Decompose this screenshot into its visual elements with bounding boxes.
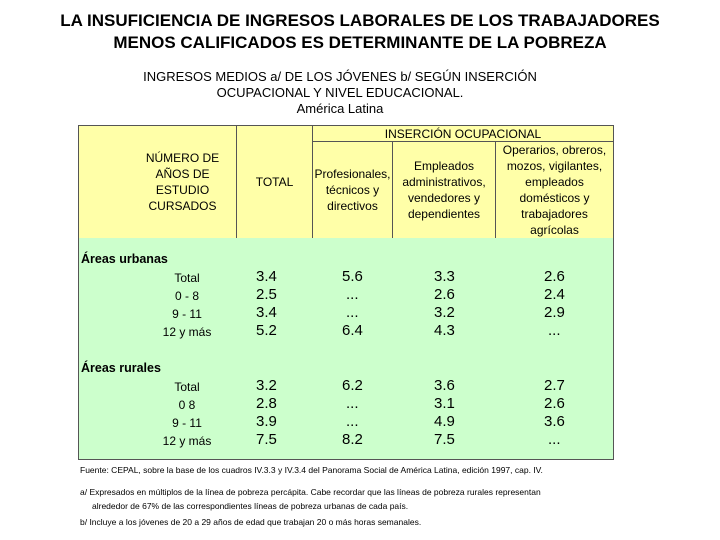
workers-header: Operarios, obreros, mozos, vigilantes, empleados domésticos y trabajadores agrícolas bbox=[502, 143, 607, 237]
cell-professionals: 6.2 bbox=[342, 377, 363, 394]
cell-professionals: ... bbox=[346, 286, 359, 303]
cell-total: 5.2 bbox=[256, 322, 277, 339]
cell-professionals: 5.6 bbox=[342, 268, 363, 285]
cell-total: 7.5 bbox=[256, 431, 277, 448]
footnote-b: b/ Incluye a los jóvenes de 20 a 29 años de edad que trabajan 20 o más horas semanales. bbox=[80, 517, 422, 527]
income-table bbox=[78, 125, 614, 460]
title-line-2: MENOS CALIFICADOS ES DETERMINANTE DE LA POBREZA bbox=[113, 33, 607, 52]
professionals-header: Profesionales, técnicos y directivos bbox=[314, 167, 391, 213]
cell-employees: 3.1 bbox=[434, 395, 455, 412]
row-label: 12 y más bbox=[162, 434, 212, 448]
cell-employees: 2.6 bbox=[434, 286, 455, 303]
cell-total: 2.8 bbox=[256, 395, 277, 412]
row-label: 0 8 bbox=[178, 398, 196, 412]
page-title bbox=[0, 10, 720, 54]
subtitle-line-3: América Latina bbox=[296, 101, 384, 116]
cell-employees: 7.5 bbox=[434, 431, 455, 448]
row-label: 12 y más bbox=[162, 325, 212, 339]
subtitle-line-2: OCUPACIONAL Y NIVEL EDUCACIONAL. bbox=[216, 85, 464, 100]
row-label: Total bbox=[174, 380, 200, 394]
cell-employees: 3.6 bbox=[434, 377, 455, 394]
cell-workers: 2.4 bbox=[544, 286, 565, 303]
cell-professionals: 6.4 bbox=[342, 322, 363, 339]
cell-employees: 4.3 bbox=[434, 322, 455, 339]
row-label: 9 - 11 bbox=[172, 416, 202, 430]
cell-professionals: ... bbox=[346, 395, 359, 412]
cell-employees: 3.3 bbox=[434, 268, 455, 285]
urban-section-title: Áreas urbanas bbox=[81, 252, 168, 266]
title-line-1: LA INSUFICIENCIA DE INGRESOS LABORALES DE LOS TRABAJADORES bbox=[60, 11, 660, 30]
cell-professionals: ... bbox=[346, 304, 359, 321]
cell-total: 3.9 bbox=[256, 413, 277, 430]
cell-professionals: ... bbox=[346, 413, 359, 430]
cell-employees: 3.2 bbox=[434, 304, 455, 321]
cell-workers: ... bbox=[548, 322, 561, 339]
cell-total: 3.4 bbox=[256, 304, 277, 321]
cell-workers: 2.6 bbox=[544, 395, 565, 412]
subtitle-line-1: INGRESOS MEDIOS a/ DE LOS JÓVENES b/ SEGÚN INSERCIÓN bbox=[143, 69, 537, 84]
cell-total: 3.4 bbox=[256, 268, 277, 285]
row-label: Total bbox=[174, 271, 200, 285]
source-note: Fuente: CEPAL, sobre la base de los cuadros IV.3.3 y IV.3.4 del Panorama Social de América Latina, edición 1997, cap. IV. bbox=[80, 465, 543, 475]
table-subtitle bbox=[80, 69, 600, 117]
footnote-a: a/ Expresados en múltiplos de la línea de pobreza percápita. Cabe recordar que las líneas de pobreza rurales representan bbox=[80, 487, 541, 497]
insercion-header: INSERCIÓN OCUPACIONAL bbox=[384, 126, 542, 141]
cell-workers: ... bbox=[548, 431, 561, 448]
cell-professionals: 8.2 bbox=[342, 431, 363, 448]
cell-total: 2.5 bbox=[256, 286, 277, 303]
total-header: TOTAL bbox=[255, 175, 294, 189]
row-label: 9 - 11 bbox=[172, 307, 202, 321]
cell-employees: 4.9 bbox=[434, 413, 455, 430]
cell-workers: 2.9 bbox=[544, 304, 565, 321]
cell-workers: 2.7 bbox=[544, 377, 565, 394]
years-header: NÚMERO DE AÑOS DE ESTUDIO CURSADOS bbox=[145, 151, 220, 213]
cell-workers: 2.6 bbox=[544, 268, 565, 285]
employees-header: Empleados administrativos, vendedores y dependientes bbox=[402, 159, 486, 221]
cell-workers: 3.6 bbox=[544, 413, 565, 430]
footnote-a-continued: alrededor de 67% de las correspondientes líneas de pobreza urbanas de cada país. bbox=[92, 501, 409, 511]
row-label: 0 - 8 bbox=[174, 289, 199, 303]
cell-total: 3.2 bbox=[256, 377, 277, 394]
rural-section-title: Áreas rurales bbox=[81, 361, 161, 375]
